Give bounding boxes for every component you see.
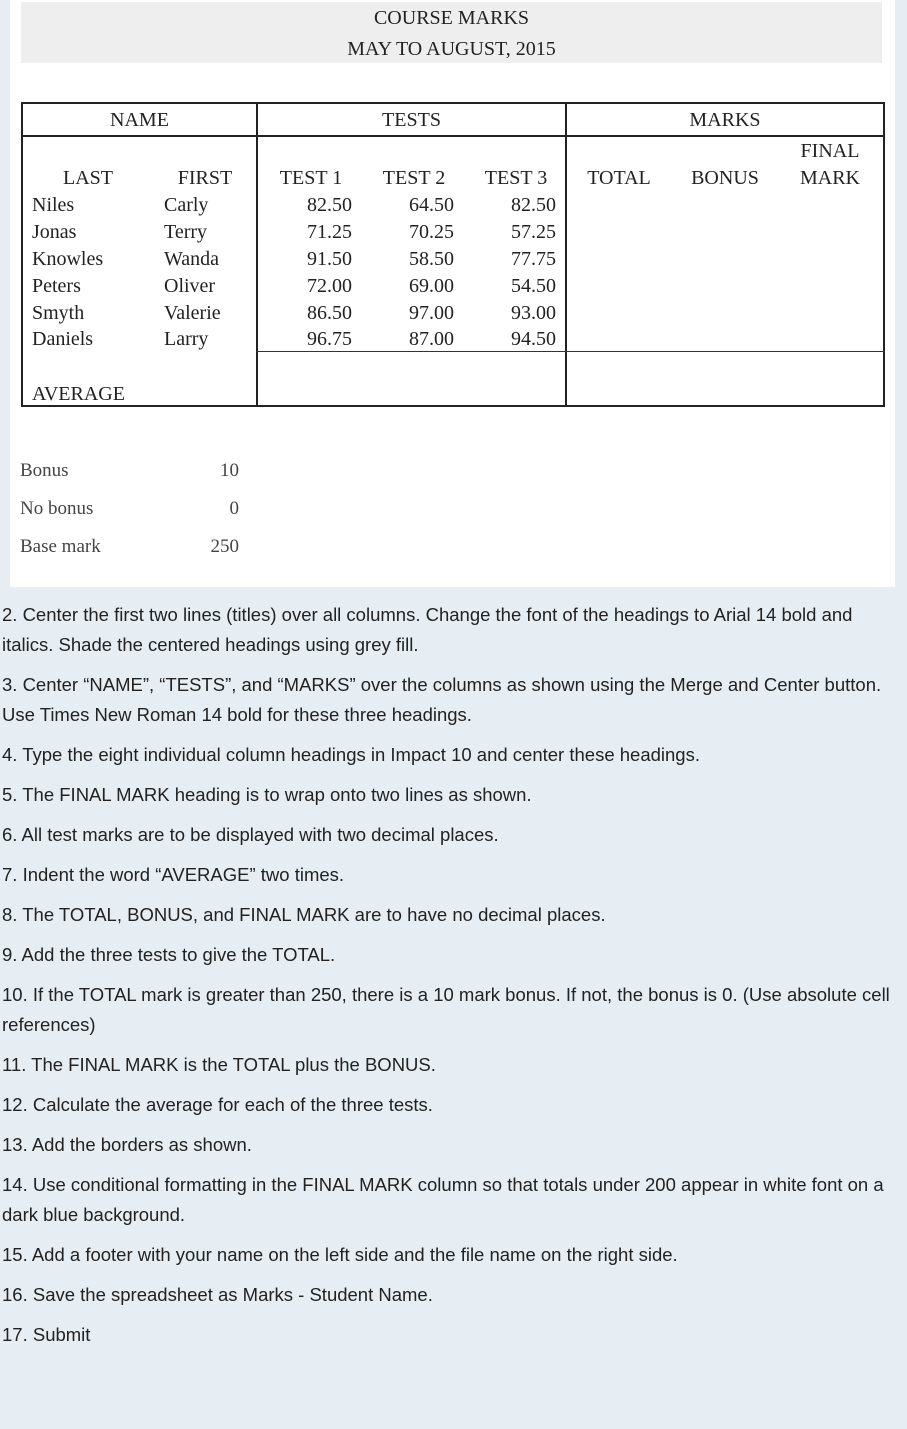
last-name: Jonas: [32, 221, 77, 243]
test2-mark: 69.00: [409, 275, 454, 297]
col-final-heading-line2: MARK: [799, 167, 860, 189]
param-basemark-label: Base mark: [20, 536, 101, 557]
group-tests-heading: TESTS: [382, 109, 441, 131]
test3-mark: 82.50: [511, 194, 556, 216]
col-final-heading-line1: FINAL: [800, 140, 860, 162]
instruction-item: 9. Add the three tests to give the TOTAL.: [2, 944, 336, 965]
instruction-item: 6. All test marks are to be displayed with two decimal places.: [2, 824, 499, 845]
instruction-item: 13. Add the borders as shown.: [2, 1134, 252, 1155]
last-name: Niles: [32, 194, 75, 216]
first-name: Valerie: [164, 302, 221, 324]
average-label: AVERAGE: [32, 383, 125, 405]
test3-mark: 94.50: [511, 328, 556, 350]
test2-mark: 87.00: [409, 328, 454, 350]
test1-mark: 71.25: [307, 221, 352, 243]
group-name-heading: NAME: [110, 109, 169, 131]
param-basemark-value: 250: [210, 536, 239, 557]
sheet-subtitle: MAY TO AUGUST, 2015: [347, 38, 556, 60]
title-band: [21, 2, 882, 63]
test2-mark: 58.50: [409, 248, 454, 270]
instruction-item: 7. Indent the word “AVERAGE” two times.: [2, 864, 345, 885]
last-name: Daniels: [32, 328, 94, 350]
test3-mark: 77.75: [511, 248, 556, 270]
param-nobonus-label: No bonus: [20, 498, 94, 519]
average-divider: [256, 351, 885, 352]
col-total-heading: TOTAL: [587, 167, 651, 189]
instruction-item: 12. Calculate the average for each of the three tests.: [2, 1094, 433, 1115]
test1-mark: 82.50: [307, 194, 352, 216]
instruction-item: 8. The TOTAL, BONUS, and FINAL MARK are to have no decimal places.: [2, 904, 606, 925]
test1-mark: 91.50: [307, 248, 352, 270]
instruction-item: 11. The FINAL MARK is the TOTAL plus the BONUS.: [2, 1054, 436, 1075]
col-first-heading: FIRST: [177, 167, 233, 189]
last-name: Peters: [32, 275, 81, 297]
sheet-title: COURSE MARKS: [373, 7, 530, 29]
instruction-item: 15. Add a footer with your name on the left side and the file name on the right side.: [2, 1244, 678, 1265]
instruction-item: 16. Save the spreadsheet as Marks - Student Name.: [2, 1284, 433, 1305]
col-bonus-heading: BONUS: [691, 167, 759, 189]
test3-mark: 57.25: [511, 221, 556, 243]
instruction-item: 4. Type the eight individual column headings in Impact 10 and center these headings.: [2, 744, 700, 765]
first-name: Oliver: [164, 275, 216, 297]
test1-mark: 72.00: [307, 275, 352, 297]
instruction-item: 17. Submit: [2, 1324, 91, 1345]
test1-mark: 96.75: [307, 328, 352, 350]
test2-mark: 97.00: [409, 302, 454, 324]
instruction-item: 5. The FINAL MARK heading is to wrap onto two lines as shown.: [2, 784, 532, 805]
group-marks-heading: MARKS: [689, 109, 761, 131]
col-test2-heading: TEST 2: [382, 167, 446, 189]
test2-mark: 70.25: [409, 221, 454, 243]
col-test3-heading: TEST 3: [484, 167, 548, 189]
col-test1-heading: TEST 1: [279, 167, 343, 189]
last-name: Knowles: [32, 248, 104, 270]
first-name: Larry: [164, 328, 209, 350]
param-bonus-value: 10: [220, 460, 239, 481]
param-bonus-label: Bonus: [20, 460, 69, 481]
instructions-list: [2, 600, 897, 1360]
test1-mark: 86.50: [307, 302, 352, 324]
first-name: Carly: [164, 194, 209, 216]
test3-mark: 93.00: [511, 302, 556, 324]
test2-mark: 64.50: [409, 194, 454, 216]
spreadsheet-image: [10, 0, 895, 587]
first-name: Terry: [164, 221, 208, 243]
first-name: Wanda: [164, 248, 220, 270]
instruction-item: 14. Use conditional formatting in the FINAL MARK column so that totals under 200 appear in white font on a dark blue background.: [2, 1174, 884, 1225]
instruction-item: 2. Center the first two lines (titles) over all columns. Change the font of the headings to Arial 14 bold and italics. Shade the centered headings using grey fill.: [2, 604, 853, 655]
instruction-item: 3. Center “NAME”, “TESTS”, and “MARKS” over the columns as shown using the Merge and Center button. Use Times New Roman 14 bold for these three headings.: [2, 674, 882, 725]
test3-mark: 54.50: [511, 275, 556, 297]
last-name: Smyth: [32, 302, 85, 324]
param-nobonus-value: 0: [229, 498, 239, 519]
col-last-heading: LAST: [63, 167, 113, 189]
instruction-item: 10. If the TOTAL mark is greater than 250, there is a 10 mark bonus. If not, the bonus is 0. (Use absolute cell references): [2, 984, 890, 1035]
